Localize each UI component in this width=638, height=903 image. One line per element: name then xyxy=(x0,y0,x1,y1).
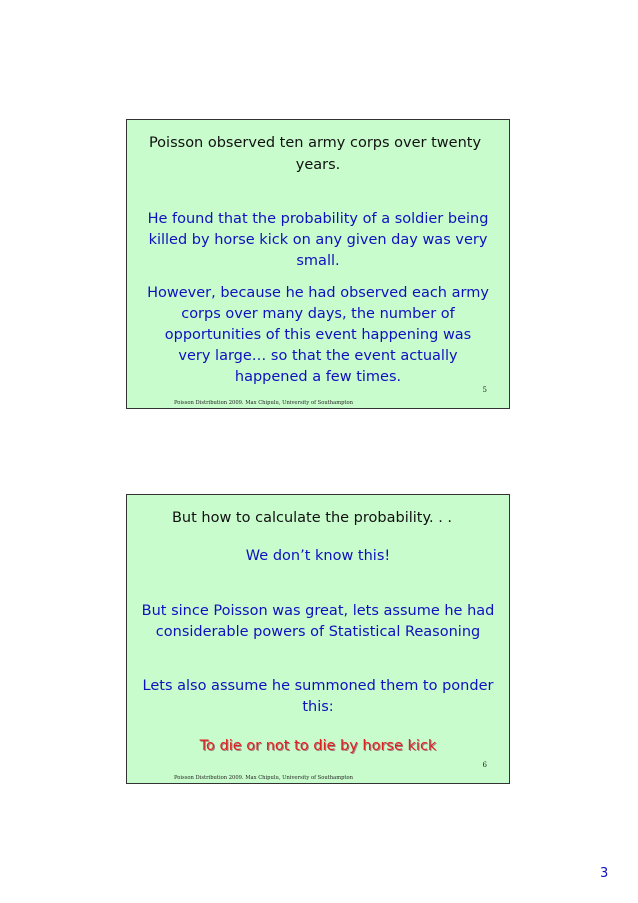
slide-footer: Poisson Distribution 2009. Max Chipulu, University of Southampton xyxy=(174,775,353,781)
slide-text-line: However, because he had observed each army xyxy=(147,285,489,301)
slide-title-line: But how to calculate the probability. . . xyxy=(171,510,453,526)
slide-text-line: killed by horse kick on any given day was very xyxy=(148,232,488,248)
slide-6 xyxy=(126,494,510,784)
slide-text-line: Lets also assume he summoned them to ponder xyxy=(142,678,494,694)
slide-number: 5 xyxy=(482,386,487,394)
slide-text-line: He found that the probability of a soldier being xyxy=(147,211,489,227)
slide-text-line: very large… so that the event actually xyxy=(178,348,458,364)
slide-text-line: opportunities of this event happening was xyxy=(164,327,472,343)
slide-title-line: Poisson observed ten army corps over twenty xyxy=(148,135,482,151)
slide-text-line: small. xyxy=(296,253,340,269)
slide-text-line: We don’t know this! xyxy=(245,548,391,564)
slide-number: 6 xyxy=(482,761,487,769)
slide-title-line: years. xyxy=(295,157,341,173)
slide-text-line: But since Poisson was great, lets assume he had xyxy=(141,603,495,619)
page-number: 3 xyxy=(600,866,609,881)
slide-5 xyxy=(126,119,510,409)
slide-text-line: corps over many days, the number of xyxy=(181,306,455,322)
slide-text-line: this: xyxy=(302,699,334,715)
slide-highlight-text: To die or not to die by horse kick xyxy=(199,738,437,754)
slide-text-line: considerable powers of Statistical Reasoning xyxy=(155,624,481,640)
slide-footer: Poisson Distribution 2009. Max Chipulu, University of Southampton xyxy=(174,400,353,406)
slide-text-line: happened a few times. xyxy=(234,369,402,385)
